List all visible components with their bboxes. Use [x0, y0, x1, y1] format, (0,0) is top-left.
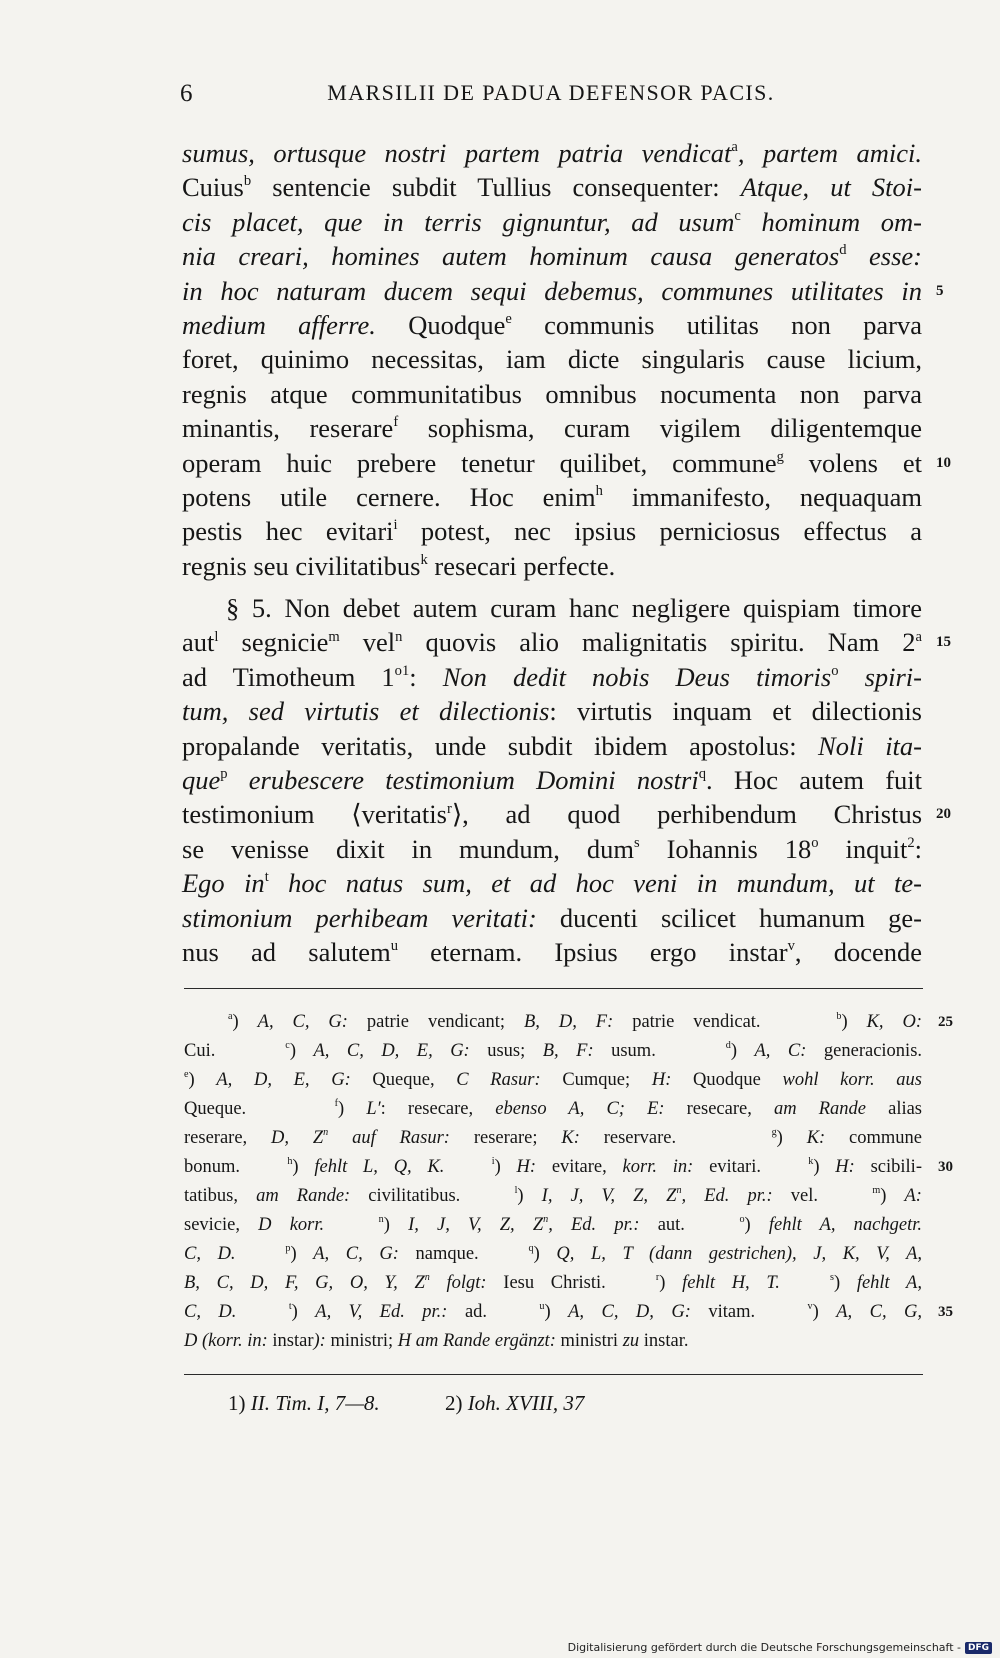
- reference-1: 1) II. Tim. I, 7—8.: [228, 1391, 380, 1415]
- line-number: 5: [936, 282, 944, 299]
- footnote-line: Queque. $^f$) L′: resecare, ebenso A, C; E: resecare, am Rande alias: [184, 1098, 923, 1119]
- footnote-line: bonum. $^h$) fehlt L, Q, K. $^i$) H: evitare, korr. in: evitari. $^k$) H: scibili- 30: [184, 1153, 922, 1182]
- footnote-line: D (korr. in: instar): ministri; H am Rande ergänzt: ministri zu instar.: [184, 1331, 689, 1351]
- text-line: ad Timotheum $1^{o1}$: Non dedit nobis Deus timoris$^o$ spiri-: [182, 661, 922, 692]
- text-line: sumus, ortusque nostri partem patria vendicat$^a$, partem amici.: [182, 138, 922, 168]
- dfg-logo-icon: DFG: [965, 1642, 992, 1654]
- footnote-line: $^e$) A, D, E, G: Queque, C Rasur: Cumque; H: Quodque wohl korr. aus: [184, 1069, 922, 1090]
- footnote-line: B, C, D, F, G, O, Y, $Z^n$ folgt: Iesu Christi. $^r$) fehlt H, T. $^s$) fehlt A,: [184, 1272, 922, 1293]
- line-number: 25: [938, 1014, 953, 1030]
- running-title: MARSILII DE PADUA DEFENSOR PACIS.: [327, 80, 775, 105]
- text-line: testimonium ⟨veritatis$^r$⟩, ad quod perhibendum Christus 20: [182, 797, 922, 831]
- page-header: [180, 80, 922, 114]
- text-line: minantis, reserare$^f$ sophisma, curam vigilem diligentemque: [182, 413, 922, 444]
- text-line: stimonium perhibeam veritati: ducenti scilicet humanum ge-: [182, 902, 922, 933]
- footnote-divider: [184, 988, 923, 989]
- source-references: [228, 1388, 584, 1418]
- footnote-line: Cui. $^c$) A, C, D, E, G: usus; B, F: usum. $^d$) A, C: generacionis.: [184, 1040, 923, 1061]
- line-number: 10: [936, 454, 951, 471]
- text-line: foret, quinimo necessitas, iam dicte singularis cause licium,: [182, 344, 922, 375]
- line-number: 35: [938, 1304, 953, 1320]
- main-text: [182, 136, 951, 969]
- line-number: 30: [938, 1159, 953, 1175]
- footnote-line: C, D. $^t$) A, V, Ed. pr.: ad. $^u$) A, C, D, G: vitam. $^v$) A, C, G, 35: [184, 1298, 922, 1327]
- text-line: cis placet, que in terris gignuntur, ad usum$^c$ hominum om-: [182, 206, 922, 237]
- text-line: aut$^l$ segnicie$^m$ vel$^n$ quovis alio malignitatis spiritu. Nam 2$^a$ 15: [182, 625, 922, 659]
- reference-2: 2) Ioh. XVIII, 37: [444, 1391, 585, 1415]
- text-line: Ego $in^t$ hoc natus sum, et ad hoc veni in mundum, ut te-: [182, 868, 922, 899]
- text-line: medium afferre. Quodque$^e$ communis utilitas non parva: [182, 309, 923, 340]
- reference-divider: [184, 1374, 923, 1375]
- text-line: Cuius$^b$ sentencie subdit Tullius consequenter: Atque, ut Stoi-: [182, 172, 922, 203]
- text-line: operam huic prebere tenetur quilibet, commune$^g$ volens et 10: [182, 446, 922, 480]
- text-line: tum, sed virtutis et dilectionis: virtutis inquam et dilectionis: [182, 696, 922, 727]
- digitization-credit: [568, 1641, 992, 1654]
- credit-text: Digitalisierung gefördert durch die Deutsche Forschungsgemeinschaft -: [567, 1641, 961, 1654]
- page-number: 6: [180, 80, 193, 107]
- text-line: se venisse dixit in mundum, dum$^s$ Iohannis 18$^o$ inquit$^2$:: [182, 833, 923, 864]
- text-line: nia creari, homines autem hominum causa generatos$^d$ esse:: [182, 241, 923, 272]
- text-line: § 5. Non debet autem curam hanc negligere quispiam timore: [226, 593, 922, 624]
- text-line: propalande veritatis, unde subdit ibidem apostolus: Noli ita-: [182, 730, 922, 761]
- text-line: regnis atque communitatibus omnibus nocumenta non parva: [182, 378, 922, 409]
- text-line: in hoc naturam ducem sequi debemus, communes utilitates in 5: [182, 274, 922, 308]
- line-number: 15: [936, 634, 951, 651]
- line-number: 20: [936, 806, 951, 823]
- text-line: nus ad salutem$^u$ eternam. Ipsius ergo instar$^v$, docende: [182, 936, 923, 967]
- footnote-line: C, D. $^p$) A, C, G: namque. $^q$) Q, L, T (dann gestrichen), J, K, V, A,: [184, 1243, 923, 1264]
- footnote-line: reserare, D, $Z^n$ auf Rasur: reserare; K: reservare. $^g$) K: commune: [184, 1127, 923, 1148]
- critical-apparatus: [184, 1008, 953, 1356]
- text-line: potens utile cernere. Hoc enim$^h$ immanifesto, nequaquam: [182, 481, 923, 512]
- footnote-line: tatibus, am Rande: civilitatibus. $^l$) I, J, V, Z, $Z^n$, Ed. pr.: vel. $^m$) A:: [184, 1185, 922, 1206]
- paragraph-gap: [182, 583, 922, 591]
- text-line: regnis seu civilitatibus$^k$ resecari perfecte.: [182, 550, 616, 581]
- footnote-line: $^a$) A, C, G: patrie vendicant; B, D, F: patrie vendicat. $^b$) K, O: 25: [184, 1008, 922, 1037]
- text-line: que$^p$ erubescere testimonium Domini nostri$^q$. Hoc autem fuit: [182, 765, 923, 796]
- text-line: pestis hec evitari$^i$ potest, nec ipsius perniciosus effectus a: [182, 516, 922, 547]
- footnote-line: sevicie, D korr. $^n$) I, J, V, Z, $Z^n$, Ed. pr.: aut. $^o$) fehlt A, nachgetr.: [184, 1214, 923, 1235]
